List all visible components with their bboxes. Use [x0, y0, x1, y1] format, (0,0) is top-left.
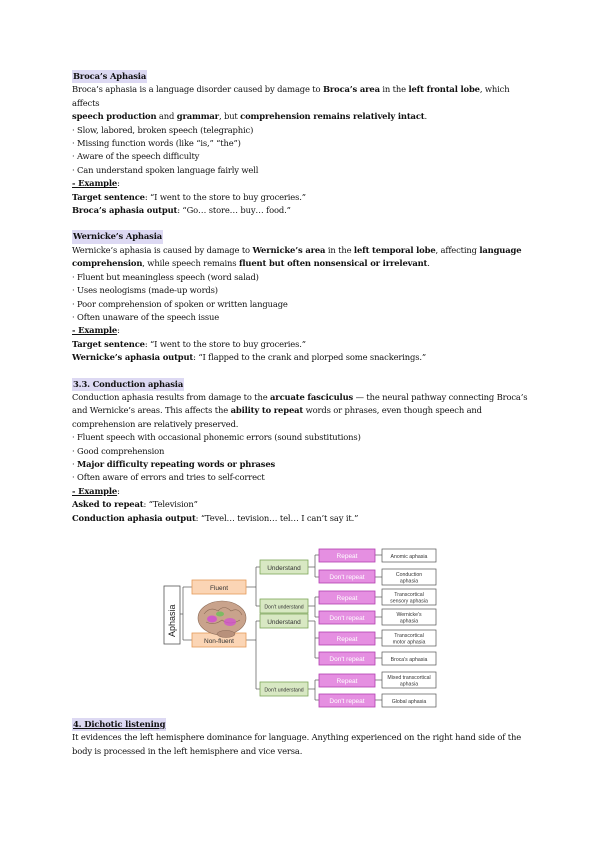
wernicke-output: Wernicke’s aphasia output: “I flapped to the crank and plorped some snackerings.”: [72, 352, 427, 363]
conduction-example-label: - Example:: [72, 485, 120, 496]
fluent-dont-understand-node: [260, 599, 308, 613]
aphasia-flowchart: [160, 544, 450, 716]
repeat-label: Repeat: [336, 595, 358, 602]
svg-text:Don't understand: Don't understand: [264, 687, 304, 694]
repeat-label: Repeat: [336, 553, 358, 560]
broca-bullet: · Missing function words (like “is,” “the”): [72, 138, 241, 149]
outcome-label: aphasia: [399, 618, 419, 625]
svg-text:Don't understand: Don't understand: [264, 604, 304, 611]
nonfluent-understand-node: [260, 614, 308, 628]
wernicke-bullet: · Uses neologisms (made-up words): [72, 285, 218, 296]
wernicke-heading: Wernicke’s Aphasia: [72, 230, 532, 243]
nonfluent-label: Non-fluent: [204, 638, 234, 645]
fluent-node: [192, 580, 246, 594]
broca-heading: Broca’s Aphasia: [72, 70, 532, 83]
wernicke-example-label: - Example:: [72, 325, 120, 336]
broca-bullet: · Can understand spoken language fairly well: [72, 164, 259, 175]
outcome-label: sensory aphasia: [390, 598, 428, 605]
conduction-bullet: · Fluent speech with occasional phonemic errors (sound substitutions): [72, 432, 361, 443]
nonfluent-dont-understand-node: [260, 682, 308, 696]
brain-image: [198, 601, 246, 638]
outcome-label: aphasia: [399, 578, 419, 585]
wernicke-bullet: · Fluent but meaningless speech (word salad): [72, 271, 259, 282]
dont-repeat-label: Don't repeat: [329, 574, 365, 581]
conduction-bullet: · Often aware of errors and tries to self-correct: [72, 472, 265, 483]
svg-text:Understand: Understand: [267, 619, 301, 626]
wernicke-intro: Wernicke’s aphasia is caused by damage to Wernicke’s area in the left temporal lobe, affecting language comprehension, while speech remains fluent but often nonsensical or irrelevant.: [72, 244, 522, 269]
conduction-bullet: · Good comprehension: [72, 445, 165, 456]
fluent-label: Fluent: [209, 585, 229, 592]
aphasia-root-node: [164, 586, 180, 644]
outcome-label: Wernicke's: [396, 612, 422, 618]
svg-text:Understand: Understand: [267, 565, 301, 572]
wernicke-target: Target sentence: “I went to the store to buy groceries.”: [72, 338, 306, 349]
outcome-label: motor aphasia: [392, 639, 426, 646]
outcome-label: Broca's aphasia: [390, 657, 428, 663]
dichotic-line: body is processed in the left hemisphere and vice versa.: [72, 745, 303, 756]
conduction-output: Conduction aphasia output: “Tevel… tevision… tel… I can’t say it.”: [72, 512, 359, 523]
broca-bullet: · Slow, labored, broken speech (telegraphic): [72, 124, 254, 135]
dont-repeat-label: Don't repeat: [329, 615, 365, 622]
outcome-label: aphasia: [399, 681, 419, 688]
broca-bullet: · Aware of the speech difficulty: [72, 151, 200, 162]
dichotic-heading: 4. Dichotic listening: [72, 718, 532, 731]
document-body: [72, 70, 532, 525]
aphasia-root-label: Aphasia: [167, 604, 177, 637]
dont-repeat-label: Don't repeat: [329, 656, 365, 663]
outcome-label: Transcortical: [394, 633, 424, 639]
wernicke-bullet: · Often unaware of the speech issue: [72, 311, 220, 322]
conduction-intro: Conduction aphasia results from damage to the arcuate fasciculus — the neural pathway connecting Broca’s and Wernicke’s areas. This affects the ability to repeat words or phrases, even though speech and comprehension are relatively preserved.: [72, 391, 528, 429]
dichotic-line: It evidences the left hemisphere dominance for language. Anything experienced on the right hand side of the: [72, 732, 522, 743]
broca-example-label: - Example:: [72, 178, 120, 189]
outcome-label: Global aphasia: [391, 699, 427, 705]
broca-output: Broca’s aphasia output: “Go… store… buy… food.”: [72, 205, 291, 216]
outcome-label: Conduction: [395, 572, 423, 578]
wernicke-bullet: · Poor comprehension of spoken or written language: [72, 298, 288, 309]
broca-intro: Broca’s aphasia is a language disorder caused by damage to Broca’s area in the left frontal lobe, which affects speech production and grammar, but comprehension remains relatively intact.: [72, 84, 510, 122]
repeat-label: Repeat: [336, 636, 358, 643]
conduction-asked: Asked to repeat: “Television”: [72, 499, 198, 510]
broca-target: Target sentence: “I went to the store to buy groceries.”: [72, 191, 306, 202]
outcome-label: Mixed transcortical: [387, 675, 431, 681]
dont-repeat-label: Don't repeat: [329, 698, 365, 705]
repeat-label: Repeat: [336, 678, 358, 685]
conduction-heading: 3.3. Conduction aphasia: [72, 378, 532, 391]
outcome-label: Anomic aphasia: [390, 554, 428, 560]
conduction-bullet: · Major difficulty repeating words or phrases: [72, 458, 276, 469]
fluent-understand-node: [260, 560, 308, 574]
outcome-label: Transcortical: [394, 592, 424, 598]
dichotic-section: [72, 718, 532, 758]
